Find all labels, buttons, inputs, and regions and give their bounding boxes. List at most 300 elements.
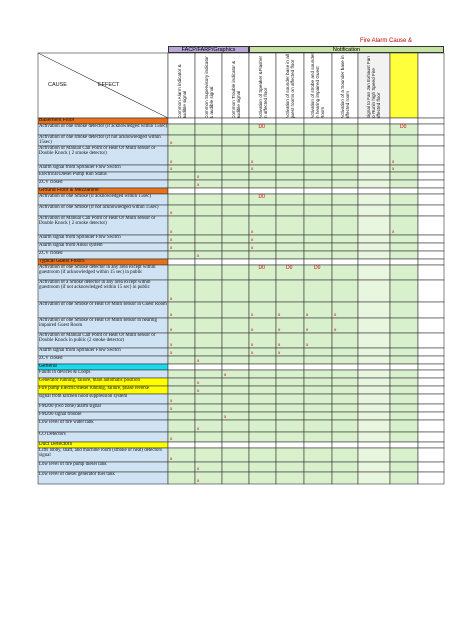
matrix-cell — [390, 448, 418, 462]
matrix-cell — [222, 472, 249, 484]
effect-mark: x — [392, 166, 395, 171]
cause-label: Generator running, failure, main automatic position — [39, 378, 140, 383]
matrix-cell — [332, 412, 358, 420]
effect-mark: x — [197, 182, 200, 187]
matrix-cell — [418, 394, 444, 404]
matrix-cell — [390, 188, 418, 194]
section-title: Typical Guest Floors — [39, 259, 85, 264]
matrix-cell — [304, 462, 332, 472]
matrix-cell — [249, 356, 276, 364]
cause-label: ZCV closed — [39, 251, 63, 256]
matrix-cell — [276, 205, 304, 216]
matrix-cell — [418, 432, 444, 442]
matrix-cell — [418, 356, 444, 364]
matrix-cell — [358, 235, 390, 243]
matrix-cell — [222, 386, 249, 394]
cause-label: Activation of one Smoke or Heat Or Multi sensor in Guest Room — [39, 302, 167, 307]
matrix-cell — [195, 259, 222, 265]
matrix-cell — [332, 259, 358, 265]
matrix-cell — [276, 420, 304, 432]
matrix-cell — [249, 172, 276, 180]
column-header — [249, 53, 276, 118]
matrix-cell — [358, 472, 390, 484]
matrix-cell — [276, 235, 304, 243]
cause-label: Alarm signal from Ansul system — [39, 243, 103, 248]
matrix-cell — [390, 386, 418, 394]
column-header — [358, 53, 390, 118]
effect-mark: x — [197, 174, 200, 179]
matrix-cell — [418, 364, 444, 370]
matrix-cell — [222, 280, 249, 302]
effect-mark: x — [306, 327, 309, 332]
matrix-cell — [358, 404, 390, 412]
matrix-cell — [358, 370, 390, 378]
matrix-cell — [358, 205, 390, 216]
matrix-cell — [418, 194, 444, 205]
cause-label: Activation of one Smoke or Heat Or Multi sensor in hearing impaired Guest Room — [39, 318, 157, 329]
matrix-cell — [276, 378, 304, 386]
matrix-cell — [332, 420, 358, 432]
matrix-cell — [332, 172, 358, 180]
matrix-cell — [332, 165, 358, 172]
matrix-cell — [304, 448, 332, 462]
matrix-cell — [332, 472, 358, 484]
matrix-cell — [390, 251, 418, 259]
cause-label: Activation of one Smoke detector in any area except within guestroom (if acknowledged within 15 sec) in public — [39, 265, 156, 276]
effect-mark: x — [251, 229, 254, 234]
matrix-cell — [195, 302, 222, 318]
matrix-cell — [332, 356, 358, 364]
column-header-text: Activation of strobe and sounder in hearing impaired Guest Room — [310, 53, 326, 118]
matrix-cell — [168, 420, 195, 432]
effect-mark: x — [170, 350, 173, 355]
matrix-cell — [276, 386, 304, 394]
delay-mark: D0 — [258, 194, 265, 200]
matrix-cell — [358, 280, 390, 302]
matrix-cell — [276, 188, 304, 194]
matrix-cell — [390, 265, 418, 280]
matrix-cell — [168, 442, 195, 448]
matrix-cell — [304, 356, 332, 364]
matrix-cell — [195, 243, 222, 251]
column-header — [222, 53, 249, 118]
matrix-cell — [358, 259, 390, 265]
matrix-cell — [304, 135, 332, 146]
matrix-cell — [222, 302, 249, 318]
matrix-cell — [222, 448, 249, 462]
effect-mark: x — [197, 388, 200, 393]
matrix-cell — [332, 251, 358, 259]
matrix-cell — [222, 118, 249, 124]
matrix-cell — [332, 135, 358, 146]
matrix-cell — [418, 259, 444, 265]
matrix-cell — [332, 280, 358, 302]
matrix-cell — [276, 462, 304, 472]
matrix-cell — [418, 216, 444, 235]
matrix-cell — [222, 333, 249, 348]
matrix-cell — [358, 386, 390, 394]
matrix-cell — [390, 280, 418, 302]
matrix-cell — [358, 172, 390, 180]
matrix-cell — [332, 243, 358, 251]
matrix-cell — [195, 442, 222, 448]
matrix-cell — [390, 420, 418, 432]
matrix-cell — [418, 333, 444, 348]
matrix-cell — [390, 302, 418, 318]
delay-mark: D0 — [286, 265, 293, 271]
matrix-cell — [222, 194, 249, 205]
matrix-cell — [332, 235, 358, 243]
cause-label: Low level of fire water tank — [39, 420, 94, 425]
effect-mark: x — [170, 166, 173, 171]
matrix-cell — [304, 404, 332, 412]
effect-mark: x — [197, 358, 200, 363]
matrix-cell — [418, 302, 444, 318]
matrix-cell — [276, 194, 304, 205]
matrix-cell — [222, 442, 249, 448]
matrix-cell — [390, 404, 418, 412]
delay-mark: D0 — [400, 124, 407, 130]
matrix-cell — [418, 265, 444, 280]
matrix-cell — [195, 432, 222, 442]
matrix-cell — [222, 356, 249, 364]
matrix-cell — [249, 370, 276, 378]
matrix-cell — [222, 235, 249, 243]
matrix-cell — [390, 172, 418, 180]
column-group-header: FACP/FARP/Graphics — [168, 46, 249, 53]
matrix-cell — [249, 378, 276, 386]
matrix-cell — [168, 118, 195, 124]
effect-mark: x — [392, 229, 395, 234]
matrix-cell — [304, 394, 332, 404]
matrix-cell — [418, 235, 444, 243]
matrix-cell — [222, 420, 249, 432]
matrix-cell — [276, 172, 304, 180]
matrix-cell — [276, 243, 304, 251]
matrix-cell — [304, 118, 332, 124]
matrix-cell — [358, 251, 390, 259]
matrix-cell — [418, 188, 444, 194]
matrix-cell — [418, 412, 444, 420]
section-title: Basement Floor — [39, 118, 75, 123]
cause-label: Activation of one Smoke (if not acknowledged within 15sec) — [39, 205, 159, 210]
matrix-cell — [418, 243, 444, 251]
cause-label: CAUSE — [48, 82, 67, 88]
matrix-cell — [276, 356, 304, 364]
matrix-cell — [390, 235, 418, 243]
matrix-cell — [249, 404, 276, 412]
effect-mark: x — [278, 350, 281, 355]
matrix-cell — [332, 180, 358, 188]
cause-label: signal from kitchen hood suppression system — [39, 394, 128, 399]
matrix-cell — [222, 216, 249, 235]
cause-label: Activation of one smoke detector (if acknowledged within 15sec) — [39, 124, 168, 129]
matrix-cell — [358, 216, 390, 235]
column-group-header: Notification — [249, 46, 444, 53]
matrix-cell — [276, 124, 304, 135]
matrix-cell — [195, 194, 222, 205]
matrix-cell — [358, 265, 390, 280]
column-header-cell — [418, 53, 444, 118]
effect-mark: x — [251, 327, 254, 332]
matrix-cell — [304, 124, 332, 135]
cause-label: Activation of one smoke detector (if not acknowledged within 15sec) — [39, 135, 161, 146]
matrix-cell — [222, 404, 249, 412]
matrix-cell — [358, 188, 390, 194]
cause-label: Lifts lobby, shaft, and machine room (smoke or heat) detectors signal — [39, 448, 162, 459]
matrix-cell — [418, 378, 444, 386]
column-header-text: Common Supervisory indicator & audible signal — [203, 55, 214, 118]
matrix-cell — [168, 251, 195, 259]
matrix-cell — [304, 442, 332, 448]
matrix-cell — [168, 172, 195, 180]
matrix-cell — [390, 259, 418, 265]
matrix-cell — [249, 394, 276, 404]
cause-label: Activation of Manual Call Point or Heat Or Multi sensor or Double Knock ( 2 smoke detector) — [39, 216, 156, 227]
column-header — [195, 53, 222, 118]
matrix-cell — [222, 432, 249, 442]
matrix-cell — [332, 394, 358, 404]
matrix-cell — [168, 386, 195, 394]
matrix-cell — [249, 251, 276, 259]
matrix-cell — [332, 370, 358, 378]
matrix-cell — [222, 135, 249, 146]
cause-label: Activation of one Smoke (if acknowledged within 15sec) — [39, 194, 152, 199]
matrix-cell — [304, 180, 332, 188]
matrix-cell — [222, 394, 249, 404]
matrix-cell — [418, 442, 444, 448]
matrix-cell — [195, 370, 222, 378]
matrix-cell — [418, 448, 444, 462]
matrix-cell — [222, 462, 249, 472]
matrix-cell — [332, 404, 358, 412]
matrix-cell — [168, 462, 195, 472]
matrix-cell — [418, 472, 444, 484]
column-header — [332, 53, 358, 118]
matrix-cell — [249, 205, 276, 216]
matrix-cell — [195, 165, 222, 172]
matrix-cell — [390, 243, 418, 251]
matrix-cell — [304, 378, 332, 386]
matrix-cell — [304, 386, 332, 394]
matrix-cell — [304, 364, 332, 370]
matrix-cell — [168, 259, 195, 265]
effect-mark: x — [170, 327, 173, 332]
section-title: General — [39, 364, 57, 369]
matrix-cell — [390, 462, 418, 472]
matrix-cell — [358, 243, 390, 251]
effect-mark: x — [251, 159, 254, 164]
matrix-cell — [332, 442, 358, 448]
matrix-cell — [390, 348, 418, 356]
column-header-text: Activation of sounder base in all guest rooms on affected floor — [284, 53, 295, 118]
matrix-cell — [222, 364, 249, 370]
matrix-cell — [304, 243, 332, 251]
matrix-cell — [276, 180, 304, 188]
cause-label: CO Detectors — [39, 432, 66, 437]
matrix-cell — [390, 180, 418, 188]
matrix-cell — [195, 404, 222, 412]
effect-mark: x — [197, 380, 200, 385]
matrix-cell — [332, 118, 358, 124]
column-header — [304, 53, 332, 118]
matrix-cell — [304, 412, 332, 420]
matrix-cell — [195, 412, 222, 420]
matrix-cell — [222, 378, 249, 386]
effect-mark: x — [197, 426, 200, 431]
section-title: Duct Detectors — [39, 442, 73, 447]
matrix-cell — [304, 235, 332, 243]
matrix-cell — [304, 280, 332, 302]
matrix-cell — [358, 124, 390, 135]
matrix-cell — [418, 404, 444, 412]
matrix-cell — [249, 135, 276, 146]
matrix-cell — [390, 378, 418, 386]
document-title: Fire Alarm Cause & — [360, 38, 413, 44]
matrix-cell — [332, 364, 358, 370]
effect-mark: x — [306, 312, 309, 317]
effect-mark: x — [251, 312, 254, 317]
matrix-cell — [276, 251, 304, 259]
matrix-cell — [358, 180, 390, 188]
cause-label: Faults in devices & Loops — [39, 370, 91, 375]
matrix-cell — [332, 188, 358, 194]
cause-label: Alarm signal from Sprinkler Flow Switch — [39, 235, 121, 240]
effect-mark: x — [170, 436, 173, 441]
matrix-cell — [222, 318, 249, 333]
matrix-cell — [304, 194, 332, 205]
matrix-cell — [276, 412, 304, 420]
delay-mark: D0 — [258, 124, 265, 130]
cause-label: Fire pump Electric/diesel running, failure, phase reverse — [39, 386, 149, 391]
effect-mark: x — [170, 456, 173, 461]
effect-mark: x — [170, 342, 173, 347]
matrix-cell — [418, 135, 444, 146]
matrix-cell — [418, 180, 444, 188]
matrix-cell — [358, 412, 390, 420]
matrix-cell — [332, 378, 358, 386]
matrix-cell — [168, 378, 195, 386]
matrix-cell — [276, 394, 304, 404]
matrix-cell — [332, 386, 358, 394]
matrix-cell — [390, 205, 418, 216]
matrix-cell — [304, 188, 332, 194]
matrix-cell — [390, 135, 418, 146]
matrix-cell — [358, 462, 390, 472]
matrix-cell — [332, 462, 358, 472]
column-header-text: Common Alarm indicator & audible signal — [176, 63, 187, 118]
matrix-cell — [390, 412, 418, 420]
column-header-text: Activation of Speaker &Flasher in affected floor — [257, 55, 268, 118]
matrix-cell — [276, 442, 304, 448]
matrix-cell — [332, 216, 358, 235]
matrix-cell — [276, 404, 304, 412]
matrix-cell — [195, 280, 222, 302]
matrix-cell — [222, 259, 249, 265]
matrix-cell — [418, 172, 444, 180]
column-header-cell — [390, 53, 418, 118]
matrix-cell — [418, 280, 444, 302]
matrix-cell — [168, 194, 195, 205]
effect-mark: x — [170, 140, 173, 145]
matrix-cell — [390, 356, 418, 364]
matrix-cell — [168, 265, 195, 280]
effect-mark: x — [170, 406, 173, 411]
matrix-cell — [358, 333, 390, 348]
matrix-cell — [222, 165, 249, 172]
column-header-text: Signal to Fan Jan Exhaust Fan to Runin high Speed Fire affected floor — [366, 55, 382, 118]
matrix-cell — [168, 472, 195, 484]
matrix-cell — [358, 394, 390, 404]
cause-label: ZCV closed — [39, 356, 63, 361]
matrix-cell — [222, 205, 249, 216]
matrix-cell — [276, 118, 304, 124]
section-title: Ground Floor & Mezzanine — [39, 188, 99, 193]
matrix-cell — [418, 370, 444, 378]
effect-mark: x — [251, 342, 254, 347]
effect-mark: x — [170, 229, 173, 234]
matrix-cell — [304, 216, 332, 235]
matrix-cell — [222, 243, 249, 251]
cause-label: Activation of a Smoke detector in any area except within guestroom (if not acknowledged within 15 sec) in public — [39, 280, 151, 291]
matrix-cell — [418, 165, 444, 172]
effect-mark: x — [306, 342, 309, 347]
matrix-cell — [195, 364, 222, 370]
matrix-cell — [358, 448, 390, 462]
cause-label: ZCV closed — [39, 180, 63, 185]
matrix-cell — [418, 318, 444, 333]
delay-mark: D0 — [314, 265, 321, 271]
matrix-cell — [358, 356, 390, 364]
matrix-cell — [332, 205, 358, 216]
matrix-cell — [168, 364, 195, 370]
matrix-cell — [304, 172, 332, 180]
effect-mark: x — [224, 414, 227, 419]
matrix-cell — [276, 472, 304, 484]
cause-label: Alarm signal from Sprinkler Flow Switch — [39, 165, 121, 170]
matrix-cell — [222, 348, 249, 356]
matrix-cell — [304, 251, 332, 259]
matrix-cell — [358, 118, 390, 124]
effect-mark: x — [251, 350, 254, 355]
matrix-cell — [249, 472, 276, 484]
cause-label: Activation of Manual Call Point or Heat Or Multi sensor or Double Knock in public (2 smoke detector) — [39, 333, 156, 344]
matrix-cell — [418, 251, 444, 259]
matrix-cell — [276, 165, 304, 172]
matrix-cell — [304, 348, 332, 356]
cause-label: Low level of diesel generator fuel tank — [39, 472, 115, 477]
matrix-cell — [332, 432, 358, 442]
effect-mark: x — [334, 312, 337, 317]
matrix-cell — [195, 188, 222, 194]
matrix-cell — [358, 420, 390, 432]
matrix-cell — [195, 146, 222, 165]
effect-mark: x — [170, 296, 173, 301]
matrix-cell — [276, 448, 304, 462]
matrix-cell — [358, 442, 390, 448]
matrix-cell — [304, 370, 332, 378]
matrix-cell — [249, 420, 276, 432]
matrix-cell — [195, 265, 222, 280]
matrix-cell — [222, 251, 249, 259]
effect-mark: x — [197, 478, 200, 483]
matrix-cell — [390, 194, 418, 205]
matrix-cell — [332, 448, 358, 462]
matrix-cell — [276, 432, 304, 442]
cause-label: Electrical/Diesel Pump Run Status — [39, 172, 107, 177]
matrix-cell — [390, 370, 418, 378]
matrix-cell — [249, 448, 276, 462]
